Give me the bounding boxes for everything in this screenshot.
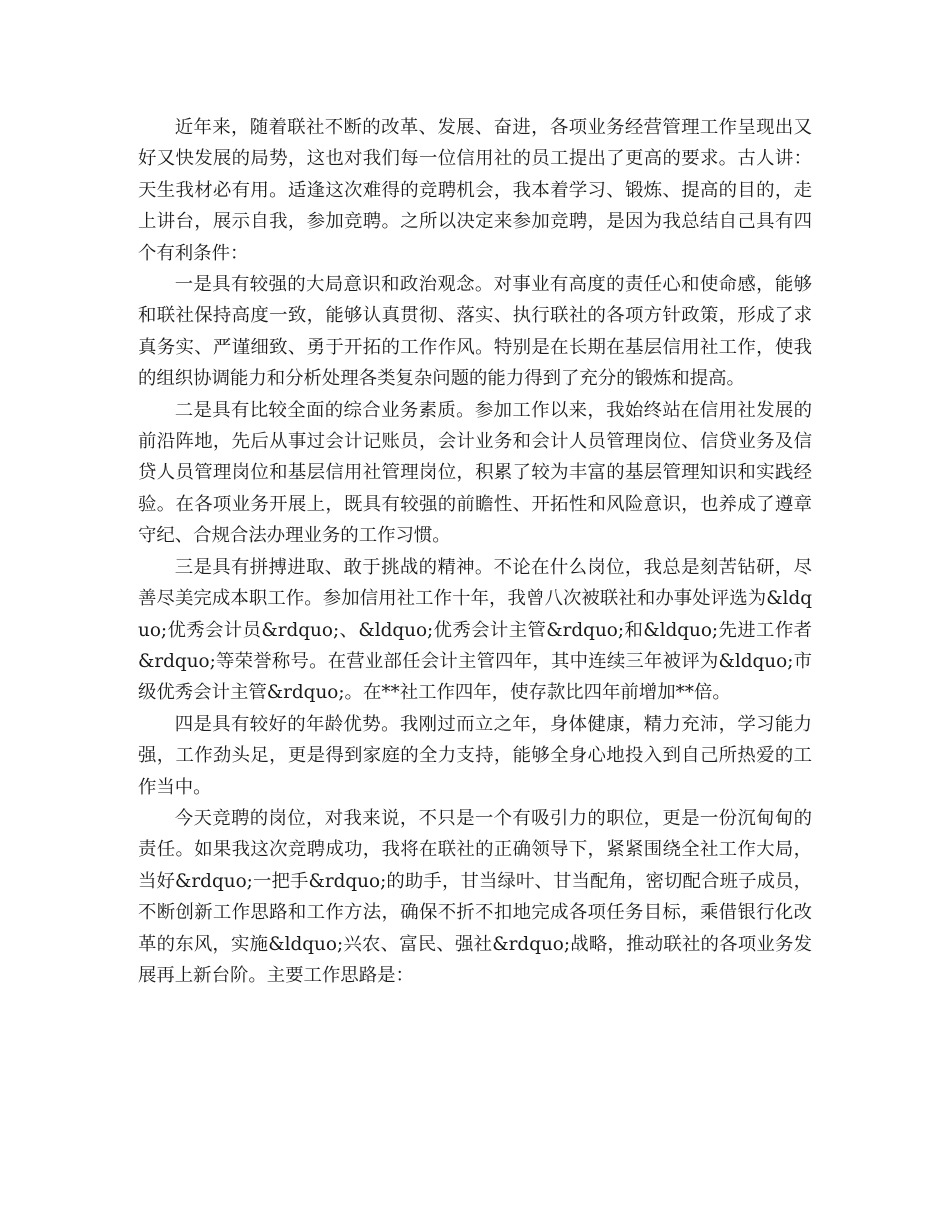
paragraph-condition-two: 二是具有比较全面的综合业务素质。参加工作以来，我始终站在信用社发展的前沿阵地，先后从事过会计记账员，会计业务和会计人员管理岗位、信贷业务及信贷人员管理岗位和基层信用社管理岗位，积累了较为丰富的基层管理知识和实践经验。在各项业务开展上，既具有较强的前瞻性、开拓性和风险意识，也养成了遵章守纪、合规合法办理业务的工作习惯。 [138,399,812,547]
paragraph-condition-three: 三是具有拼搏进取、敢于挑战的精神。不论在什么岗位，我总是刻苦钻研，尽善尽美完成本职工作。参加信用社工作十年，我曾八次被联社和办事处评选为&ldquo;优秀会计员&rdquo;、&ldquo;优秀会计主管&rdquo;和&ldquo;先进工作者&rdquo;等荣誉称号。在营业部任会计主管四年，其中连续三年被评为&ldquo;市级优秀会计主管&rdquo;。在**社工作四年，使存款比四年前增加**倍。 [138,556,812,704]
paragraph-position-plan: 今天竞聘的岗位，对我来说，不只是一个有吸引力的职位，更是一份沉甸甸的责任。如果我这次竞聘成功，我将在联社的正确领导下，紧紧围绕全社工作大局，当好&rdquo;一把手&rdquo;的助手，甘当绿叶、甘当配角，密切配合班子成员，不断创新工作思路和工作方法，确保不折不扣地完成各项任务目标，乘借银行化改革的东风，实施&ldquo;兴农、富民、强社&rdquo;战略，推动联社的各项业务发展再上新台阶。主要工作思路是： [138,807,812,986]
document-body [138,112,812,991]
paragraph-condition-one: 一是具有较强的大局意识和政治观念。对事业有高度的责任心和使命感，能够和联社保持高度一致，能够认真贯彻、落实、执行联社的各项方针政策，形成了求真务实、严谨细致、勇于开拓的工作作风。特别是在长期在基层信用社工作，使我的组织协调能力和分析处理各类复杂问题的能力得到了充分的锻炼和提高。 [138,274,812,390]
paragraph-condition-four: 四是具有较好的年龄优势。我刚过而立之年，身体健康，精力充沛，学习能力强，工作劲头足，更是得到家庭的全力支持，能够全身心地投入到自己所热爱的工作当中。 [138,713,812,798]
paragraph-intro: 近年来，随着联社不断的改革、发展、奋进，各项业务经营管理工作呈现出又好又快发展的局势，这也对我们每一位信用社的员工提出了更高的要求。古人讲：天生我材必有用。适逢这次难得的竞聘机会，我本着学习、锻炼、提高的目的，走上讲台，展示自我，参加竞聘。之所以决定来参加竞聘，是因为我总结自己具有四个有利条件： [138,117,812,264]
